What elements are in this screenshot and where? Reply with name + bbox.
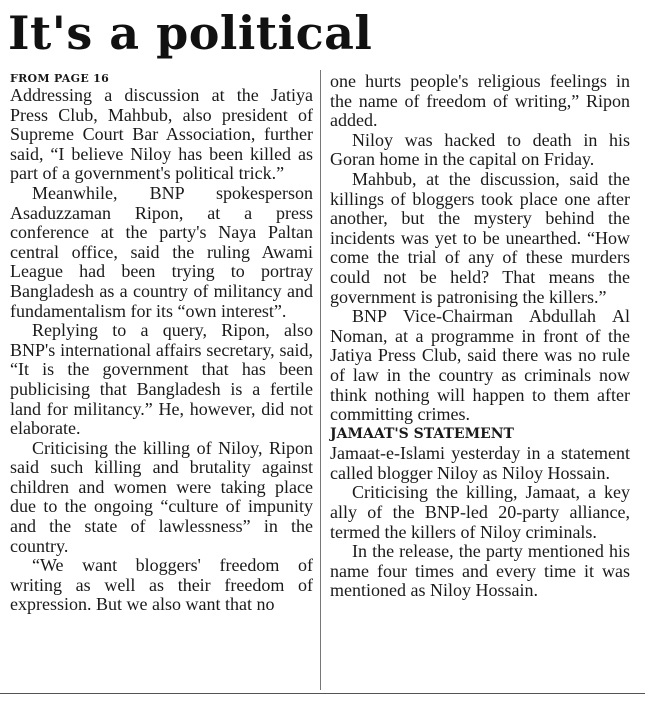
paragraph: Jamaat-e-Islami yesterday in a statement called blogger Niloy as Niloy Hossain. bbox=[330, 443, 630, 483]
subhead: JAMAAT'S STATEMENT bbox=[330, 425, 514, 442]
paragraph: Replying to a query, Ripon, also BNP's international affairs secretary, said, “It is the government that has been publicising that Bangladesh is a fertile land for militancy.” He, however, did not elaborate. bbox=[10, 320, 313, 439]
paragraph: Criticising the killing of Niloy, Ripon said such killing and brutality against children and women were taking place due to the ongoing “culture of impunity and the state of lawlessness” in the country. bbox=[10, 437, 313, 556]
paragraph: In the release, the party mentioned his name four times and every time it was mentioned as Niloy Hossain. bbox=[330, 541, 630, 601]
paragraph: Criticising the killing, Jamaat, a key ally of the BNP-led 20-party alliance, termed the killers of Niloy criminals. bbox=[330, 482, 630, 542]
paragraph: Addressing a discussion at the Jatiya Press Club, Mahbub, also president of Supreme Court Bar Association, further said, “I believe Niloy has been killed as part of a government's political trick.” bbox=[10, 85, 313, 184]
paragraph: Meanwhile, BNP spokesperson Asaduzzaman Ripon, at a press conference at the party's Naya Paltan central office, said the ruling Awami League had been trying to portray Bangladesh as a country of militancy and fundamentalism for its “own interest”. bbox=[10, 182, 313, 321]
column-divider bbox=[320, 70, 321, 690]
paragraph-continuation: one hurts people's religious feelings in the name of freedom of writing,” Ripon added. bbox=[330, 71, 630, 131]
right-column bbox=[330, 72, 630, 601]
headline: It's a political bbox=[8, 6, 373, 60]
paragraph: Niloy was hacked to death in his Goran home in the capital on Friday. bbox=[330, 129, 630, 170]
paragraph: Mahbub, at the discussion, said the killings of bloggers took place one after another, but the mystery behind the incidents was yet to be unearthed. “How come the trial of any of these murders could not be held? That means the government is patronising the killers.” bbox=[330, 168, 630, 307]
bottom-rule bbox=[0, 693, 645, 694]
left-column bbox=[10, 72, 313, 615]
paragraph: BNP Vice-Chairman Abdullah Al Noman, at a programme in front of the Jatiya Press Club, said there was no rule of law in the country as criminals now think nothing will happen to them after committing crimes. bbox=[330, 306, 630, 425]
paragraph: “We want bloggers' freedom of writing as well as their freedom of expression. But we also want that no bbox=[10, 555, 313, 615]
kicker: FROM PAGE 16 bbox=[10, 72, 110, 85]
